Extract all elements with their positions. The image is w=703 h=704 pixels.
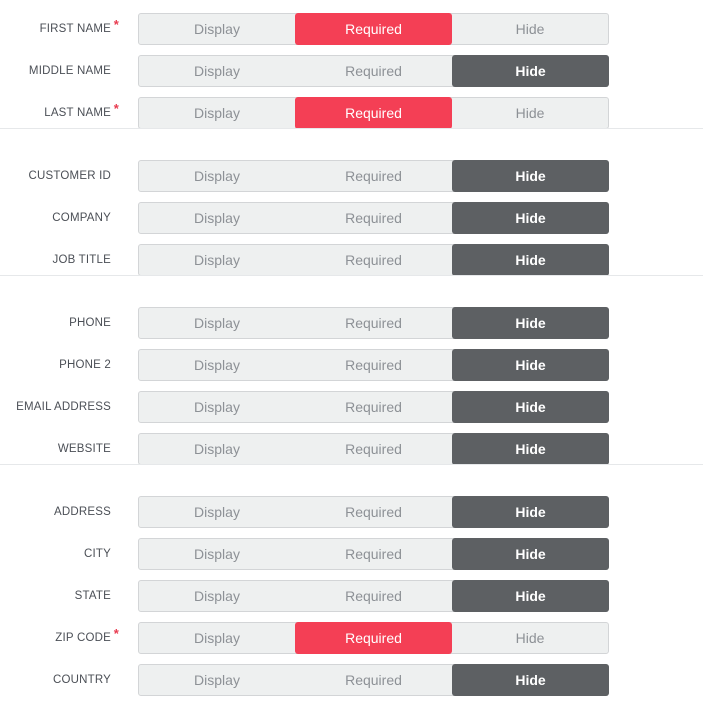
- option-required-button[interactable]: Required: [345, 441, 402, 457]
- option-hide-button[interactable]: Hide: [452, 433, 609, 465]
- option-required-button[interactable]: Required: [345, 357, 402, 373]
- field-label: [0, 349, 111, 381]
- field-label: [0, 580, 111, 612]
- field-label-text: COMPANY: [52, 212, 111, 224]
- field-label-text: LAST NAME: [44, 107, 111, 119]
- option-display-button[interactable]: Display: [194, 672, 240, 688]
- option-hide-button[interactable]: Hide: [452, 538, 609, 570]
- option-required-button[interactable]: Required: [295, 13, 452, 45]
- field-row-country: [0, 664, 703, 696]
- option-required-button[interactable]: Required: [295, 97, 452, 129]
- field-label: [0, 55, 111, 87]
- option-hide-button[interactable]: Hide: [515, 630, 545, 646]
- visibility-segmented-control: [138, 160, 609, 192]
- visibility-segmented-control: [138, 391, 609, 423]
- option-required-button[interactable]: Required: [345, 546, 402, 562]
- required-asterisk-icon: *: [113, 101, 119, 116]
- field-label: [0, 97, 119, 129]
- field-label-text: WEBSITE: [57, 443, 111, 455]
- field-label: [0, 622, 119, 654]
- option-display-button[interactable]: Display: [194, 399, 240, 415]
- option-hide-button[interactable]: Hide: [452, 244, 609, 276]
- option-required-button[interactable]: Required: [345, 588, 402, 604]
- visibility-segmented-control: [138, 433, 609, 465]
- section-divider: [0, 275, 703, 276]
- option-hide-button[interactable]: Hide: [452, 307, 609, 339]
- field-label-text: EMAIL ADDRESS: [16, 401, 111, 413]
- option-required-button[interactable]: Required: [295, 622, 452, 654]
- field-label-text: STATE: [74, 590, 111, 602]
- field-label-text: ADDRESS: [54, 506, 111, 518]
- option-hide-button[interactable]: Hide: [452, 664, 609, 696]
- field-row-customer-id: [0, 160, 703, 192]
- option-display-button[interactable]: Display: [194, 504, 240, 520]
- visibility-segmented-control: [138, 349, 609, 381]
- required-asterisk-icon: *: [113, 626, 119, 641]
- field-label-text: PHONE 2: [59, 359, 111, 371]
- field-label: [0, 160, 111, 192]
- option-hide-button[interactable]: Hide: [452, 202, 609, 234]
- visibility-segmented-control: [138, 496, 609, 528]
- option-hide-button[interactable]: Hide: [452, 496, 609, 528]
- option-required-button[interactable]: Required: [345, 399, 402, 415]
- visibility-segmented-control: [138, 13, 609, 45]
- visibility-segmented-control: [138, 202, 609, 234]
- field-row-first-name: [0, 13, 703, 45]
- field-row-website: [0, 433, 703, 465]
- field-label-text: CUSTOMER ID: [28, 170, 111, 182]
- option-display-button[interactable]: Display: [194, 21, 240, 37]
- field-row-middle-name: [0, 55, 703, 87]
- visibility-segmented-control: [138, 97, 609, 129]
- section-divider: [0, 464, 703, 465]
- option-display-button[interactable]: Display: [194, 588, 240, 604]
- option-hide-button[interactable]: Hide: [515, 21, 545, 37]
- field-label-text: FIRST NAME: [39, 23, 111, 35]
- field-label: [0, 433, 111, 465]
- field-label: [0, 496, 111, 528]
- field-row-company: [0, 202, 703, 234]
- option-hide-button[interactable]: Hide: [452, 391, 609, 423]
- visibility-segmented-control: [138, 55, 609, 87]
- field-row-last-name: [0, 97, 703, 129]
- visibility-segmented-control: [138, 538, 609, 570]
- field-label: [0, 538, 111, 570]
- field-label: [0, 202, 111, 234]
- option-required-button[interactable]: Required: [345, 315, 402, 331]
- option-required-button[interactable]: Required: [345, 504, 402, 520]
- field-label-text: MIDDLE NAME: [28, 65, 111, 77]
- field-label-text: JOB TITLE: [52, 254, 111, 266]
- field-label: [0, 391, 111, 423]
- option-required-button[interactable]: Required: [345, 63, 402, 79]
- visibility-segmented-control: [138, 244, 609, 276]
- option-hide-button[interactable]: Hide: [515, 105, 545, 121]
- field-label-text: COUNTRY: [52, 674, 111, 686]
- option-display-button[interactable]: Display: [194, 210, 240, 226]
- field-row-phone: [0, 307, 703, 339]
- option-required-button[interactable]: Required: [345, 672, 402, 688]
- field-row-email-address: [0, 391, 703, 423]
- visibility-segmented-control: [138, 664, 609, 696]
- field-label: [0, 244, 111, 276]
- option-display-button[interactable]: Display: [194, 630, 240, 646]
- field-row-city: [0, 538, 703, 570]
- option-required-button[interactable]: Required: [345, 252, 402, 268]
- option-display-button[interactable]: Display: [194, 546, 240, 562]
- option-hide-button[interactable]: Hide: [452, 160, 609, 192]
- option-display-button[interactable]: Display: [194, 315, 240, 331]
- option-display-button[interactable]: Display: [194, 63, 240, 79]
- option-display-button[interactable]: Display: [194, 441, 240, 457]
- visibility-segmented-control: [138, 580, 609, 612]
- option-display-button[interactable]: Display: [194, 252, 240, 268]
- visibility-segmented-control: [138, 622, 609, 654]
- required-asterisk-icon: *: [113, 17, 119, 32]
- field-label-text: ZIP CODE: [55, 632, 111, 644]
- field-row-job-title: [0, 244, 703, 276]
- option-hide-button[interactable]: Hide: [452, 55, 609, 87]
- option-display-button[interactable]: Display: [194, 168, 240, 184]
- section-divider: [0, 128, 703, 129]
- field-row-state: [0, 580, 703, 612]
- option-required-button[interactable]: Required: [345, 210, 402, 226]
- field-row-zip-code: [0, 622, 703, 654]
- option-display-button[interactable]: Display: [194, 105, 240, 121]
- field-row-phone-2: [0, 349, 703, 381]
- option-hide-button[interactable]: Hide: [452, 349, 609, 381]
- option-display-button[interactable]: Display: [194, 357, 240, 373]
- field-label-text: PHONE: [69, 317, 111, 329]
- field-label: [0, 307, 111, 339]
- field-label-text: CITY: [84, 548, 111, 560]
- field-row-address: [0, 496, 703, 528]
- field-label: [0, 664, 111, 696]
- option-hide-button[interactable]: Hide: [452, 580, 609, 612]
- field-label: [0, 13, 119, 45]
- option-required-button[interactable]: Required: [345, 168, 402, 184]
- visibility-segmented-control: [138, 307, 609, 339]
